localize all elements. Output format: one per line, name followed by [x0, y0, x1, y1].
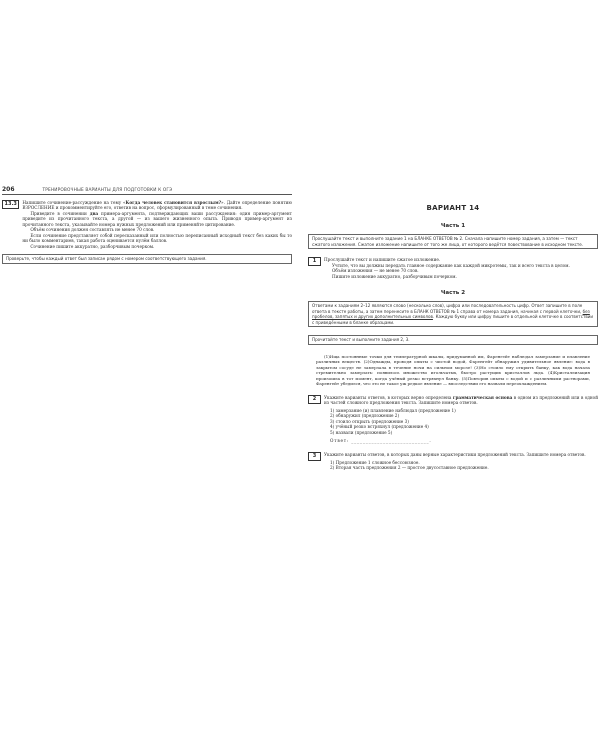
- read-instruction-box: Прочитайте текст и выполните задания 2, 3.: [308, 335, 598, 345]
- task-text: [22, 200, 292, 249]
- option-item: 1) замерзание (и) плавление наблюдал (предложение 1): [330, 407, 456, 413]
- option-item: 3) стоило открыть (предложение 3): [330, 418, 409, 424]
- task-3: [308, 452, 598, 471]
- option-item: 5) назвали (предложение 5): [330, 429, 393, 435]
- task-number: 1: [308, 257, 321, 266]
- reading-passage: [308, 354, 598, 387]
- part2-title: Часть 2: [440, 290, 466, 296]
- task-number: 2: [308, 395, 321, 404]
- part2-instruction-box: Ответами к заданиям 2–12 являются слово (несколько слов), цифра или последовательность цифр. Ответ запишите в поле ответа в тексте работы, а затем перенесите в БЛАНК ОТВЕТОВ № 1 справа от номера задания, начиная с первой клеточки, без пробелов, запятых и других дополнительных символов. Каждую букву или цифру пишите в отдельной клеточке в соответствии с приведёнными в бланке образцами.: [308, 301, 598, 327]
- task-text: [324, 257, 598, 279]
- underlined-rule: без пробелов, запятых и других дополнительных символов: [312, 308, 590, 320]
- passage-paragraph: (1)Ища постоянные точки для температурной шкалы, придуманной им, Фаренгейт наблюдал замерзание и плавление различных веществ. (2)Однажды, проводя опыты с чистой водой, Фаренгейт обнаружил удивительное явление: вода в закрытом сосуде не замерзала в течение ночи на сильном морозе! (3)Но стоило ему открыть банку, как вода начала стремительно замерзать: появилось множество игольчатых, быстро растущих кристаллов льда. (4)Кристаллизация произошла в тот момент, когда учёный резко встряхнул банку. (5)Повторив опыты с водой и с различными растворами, Фаренгейт убедился, что это не такое уж редкое явление — впоследствии его назвали переохлаждением.: [316, 353, 590, 387]
- part1-instruction-box: Прослушайте текст и выполните задание 1 на БЛАНКЕ ОТВЕТОВ № 2. Сначала напишите номер задания, а затем — текст сжатого изложения. Сжатое изложение напишите от того же лица, от которого ведётся повествование в исходном тексте.: [308, 234, 598, 249]
- task-text: Укажите варианты ответов, в которых даны верные характеристики предложений текста. Запишите номера ответов. 1) Предложение 1 сложное бессоюзное. 2) Вторая часть предложения 2 — простое двусоставное предложение.: [324, 452, 598, 471]
- task-2: [308, 395, 598, 443]
- running-header: [2, 186, 292, 195]
- variant-title: ВАРИАНТ 14: [426, 204, 480, 212]
- option-item: 2) обнаружил (предложение 2): [330, 413, 400, 419]
- task-line: Пишите изложение аккуратно, разборчивым почерком.: [332, 273, 457, 279]
- task-line: Объём изложения — не менее 70 слов.: [332, 268, 419, 274]
- task-paragraph: Объём сочинения должен составлять не менее 70 слов.: [30, 227, 155, 233]
- task-text: Укажите варианты ответов, в которых верно определена грамматическая основа в одном из предложений или в одной из частей сложного предложения текста. Запишите номера ответов. 1) замерзание (и) плавление наблюдал (предложение 1) 2) обнаружил (предложение 2) 3) стоило открыть (предложение 3) 4) учёный резко встряхнул (предложение 4) 5) назвали (предложение 5) Ответ: ___________________________.: [324, 394, 598, 443]
- option-item: 2) Вторая часть предложения 2 — простое двусоставное предложение.: [330, 465, 489, 471]
- answer-options: [324, 460, 598, 471]
- right-page: [308, 186, 598, 471]
- check-answers-box: Проверьте, чтобы каждый ответ был записан рядом с номером соответствующего задания.: [2, 254, 292, 264]
- task-paragraph: Если сочинение представляет собой пересказанный или полностью переписанный исходный текст без каких бы то ни было комментариев, такая работа оценивается нулём баллов.: [22, 232, 292, 244]
- option-item: 4) учёный резко встряхнул (предложение 4): [330, 424, 429, 430]
- part1-title: Часть 1: [440, 223, 466, 229]
- answer-options: [324, 408, 598, 436]
- option-item: 1) Предложение 1 сложное бессоюзное.: [330, 459, 420, 465]
- task-paragraph: Приведите в сочинении два примера-аргумента, подтверждающих ваши рассуждения: один пример-аргумент приведите из прочитанного текста, а другой — из вашего жизненного опыта. Приводя пример-аргумент из прочитанного текста, указывайте номера нужных предложений или применяйте цитирование.: [22, 210, 292, 227]
- task-number: 13.3: [2, 200, 19, 209]
- task-line: Учтите, что вы должны передать главное содержание как каждой микротемы, так и всего текста в целом.: [332, 262, 570, 268]
- answer-line: Ответ: ___________________________.: [330, 437, 432, 443]
- running-title: ТРЕНИРОВОЧНЫЕ ВАРИАНТЫ ДЛЯ ПОДГОТОВКИ К ОГЭ: [42, 188, 173, 193]
- task-paragraph: Напишите сочинение-рассуждение на тему «Когда человек становится взрослым?». Дайте определение понятию ВЗРОСЛЕНИЕ и прокомментируйте его, ответив на вопрос, сформулированный в теме сочинения.: [22, 200, 292, 211]
- left-page: [2, 186, 292, 264]
- task-13-3: [2, 200, 292, 249]
- task-paragraph: Сочинение пишите аккуратно, разборчивым почерком.: [30, 243, 155, 249]
- task-1: [308, 257, 598, 279]
- page-number: 206: [2, 186, 15, 193]
- task-number: 3: [308, 452, 321, 461]
- task-heading: Прослушайте текст и напишите сжатое изложение.: [324, 257, 441, 263]
